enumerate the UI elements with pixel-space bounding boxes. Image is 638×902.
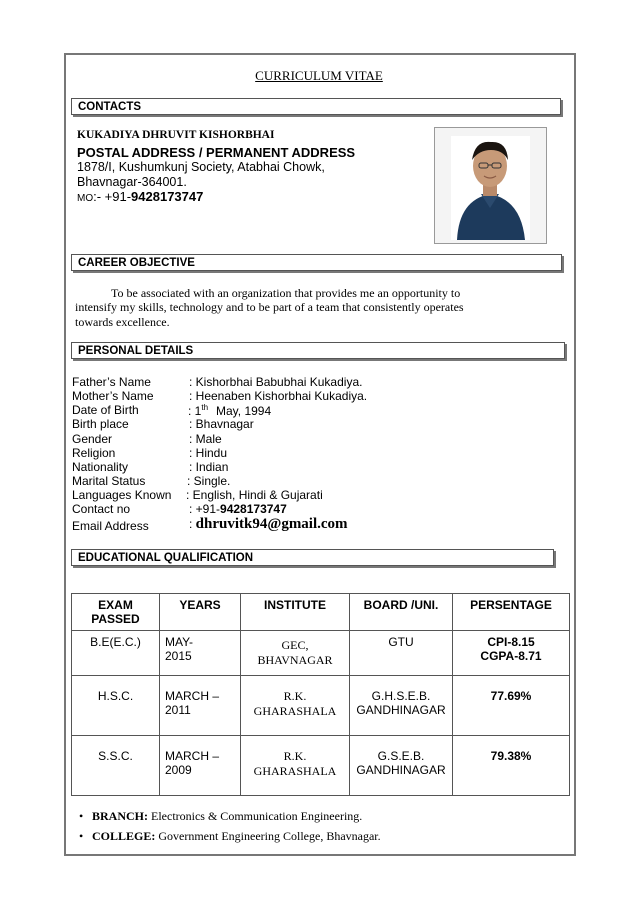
pd-value-father: : Kishorbhai Babubhai Kukadiya. xyxy=(189,375,363,389)
institute-line-1: R.K. xyxy=(283,749,307,763)
pd-label-dob: Date of Birth xyxy=(72,403,139,417)
section-education: EDUCATIONAL QUALIFICATION xyxy=(71,549,554,566)
pd-label-languages: Languages Known xyxy=(72,488,172,502)
education-table xyxy=(71,593,570,796)
section-contacts: CONTACTS xyxy=(71,98,561,115)
mobile-number: 9428173747 xyxy=(131,189,204,204)
bullet-dot-icon: • xyxy=(79,829,84,843)
address-heading: POSTAL ADDRESS / PERMANENT ADDRESS xyxy=(77,145,356,160)
institute-line-2: GHARASHALA xyxy=(253,704,337,718)
cell-years xyxy=(160,676,241,736)
pd-value-mother: : Heenaben Kishorbhai Kukadiya. xyxy=(189,389,368,403)
board-line-1: G.H.S.E.B. xyxy=(371,689,431,703)
cell-institute xyxy=(241,631,350,676)
percentage-line-1: 79.38% xyxy=(490,749,532,763)
years-line-2: 2015 xyxy=(165,649,192,663)
institute-line-2: GHARASHALA xyxy=(253,764,337,778)
cell-years xyxy=(160,631,241,676)
pd-label-nationality: Nationality xyxy=(72,460,129,474)
pd-value-nationality: : Indian xyxy=(189,460,229,474)
bullet-label: COLLEGE: xyxy=(92,829,156,843)
table-header-row xyxy=(72,594,570,631)
institute-line-2: BHAVNAGAR xyxy=(257,653,333,667)
table-row xyxy=(72,736,570,796)
board-line-2: GANDHINAGAR xyxy=(356,703,446,717)
pd-label-mother: Mother’s Name xyxy=(72,389,154,403)
document-title: CURRICULUM VITAE xyxy=(255,68,383,83)
mobile-line xyxy=(77,189,203,204)
cell-institute xyxy=(241,676,350,736)
percentage-line-1: 77.69% xyxy=(490,689,532,703)
cell-percentage xyxy=(453,736,570,796)
section-personal-details: PERSONAL DETAILS xyxy=(71,342,565,359)
pd-label-birthplace: Birth place xyxy=(72,417,129,431)
percentage-line-1: CPI-8.15 xyxy=(487,635,535,649)
bullet-text: Government Engineering College, Bhavnagar. xyxy=(155,829,381,843)
years-line-2: 2009 xyxy=(165,763,192,777)
pd-label-father: Father’s Name xyxy=(72,375,151,389)
th-board: BOARD /UNI. xyxy=(350,594,453,631)
cell-percentage xyxy=(453,631,570,676)
pd-label-contact: Contact no xyxy=(72,502,131,516)
section-career-objective: CAREER OBJECTIVE xyxy=(71,254,562,271)
email-prefix: : xyxy=(189,517,196,531)
cell-exam: S.S.C. xyxy=(72,736,160,796)
dob-month-year: May, 1994 xyxy=(216,404,272,418)
pd-value-dob xyxy=(188,403,271,418)
cell-exam: B.E(E.C.) xyxy=(72,631,160,676)
mobile-sep: :- +91- xyxy=(93,189,132,204)
career-line-2: intensify my skills, technology and to be part of a team that consistently operates xyxy=(75,300,464,314)
cell-board xyxy=(350,676,453,736)
pd-label-religion: Religion xyxy=(72,446,116,460)
dob-day: : 1 xyxy=(188,404,202,418)
years-line-2: 2011 xyxy=(165,703,191,717)
years-line-1: MARCH – xyxy=(165,689,220,703)
th-percentage: PERSENTAGE xyxy=(453,594,570,631)
board-line-2: GANDHINAGAR xyxy=(356,763,446,777)
table-row xyxy=(72,631,570,676)
th-years: YEARS xyxy=(160,594,241,631)
pd-value-religion: : Hindu xyxy=(189,446,228,460)
pd-label-marital: Marital Status xyxy=(72,474,146,488)
bullet-dot-icon: • xyxy=(79,809,84,823)
career-line-3: towards excellence. xyxy=(75,315,170,329)
pd-value-languages: : English, Hindi & Gujarati xyxy=(186,488,323,502)
cell-board xyxy=(350,736,453,796)
pd-value-gender: : Male xyxy=(189,432,222,446)
percentage-line-2: CGPA-8.71 xyxy=(480,649,542,663)
th-exam: EXAM PASSED xyxy=(72,594,160,631)
pd-value-contact xyxy=(189,502,287,516)
pd-value-birthplace: : Bhavnagar xyxy=(189,417,254,431)
mobile-label: MO xyxy=(77,193,94,204)
dob-suffix: th xyxy=(201,403,209,412)
board-line-1: GTU xyxy=(388,635,414,649)
years-line-1: MAY- xyxy=(165,635,194,649)
bullet-list xyxy=(79,806,381,846)
th-institute: INSTITUTE xyxy=(241,594,350,631)
email-address: dhruvitk94@gmail.com xyxy=(195,516,348,532)
cell-board xyxy=(350,631,453,676)
bullet-text: Electronics & Communication Engineering. xyxy=(148,809,363,823)
years-line-1: MARCH – xyxy=(165,749,220,763)
institute-line-1: R.K. xyxy=(283,689,307,703)
profile-photo-image xyxy=(435,128,546,243)
institute-line-1: GEC, xyxy=(281,638,309,652)
table-row xyxy=(72,676,570,736)
list-item xyxy=(79,826,381,846)
career-line-1: To be associated with an organization that provides me an opportunity to xyxy=(111,286,461,300)
bullet-label: BRANCH: xyxy=(92,809,148,823)
contact-number: 9428173747 xyxy=(220,502,287,516)
list-item xyxy=(79,806,381,826)
pd-value-marital: : Single. xyxy=(187,474,231,488)
cell-years xyxy=(160,736,241,796)
pd-label-gender: Gender xyxy=(72,432,113,446)
candidate-name: KUKADIYA DHRUVIT KISHORBHAI xyxy=(77,129,275,141)
pd-label-email: Email Address xyxy=(72,519,149,533)
pd-value-email xyxy=(189,516,348,533)
cell-exam: H.S.C. xyxy=(72,676,160,736)
contact-prefix: : +91- xyxy=(189,502,221,516)
cell-institute xyxy=(241,736,350,796)
address-line-1: 1878/I, Kushumkunj Society, Atabhai Chowk, xyxy=(77,160,325,174)
address-line-2: Bhavnagar-364001. xyxy=(77,175,187,189)
board-line-1: G.S.E.B. xyxy=(377,749,425,763)
profile-photo xyxy=(434,127,547,244)
cell-percentage xyxy=(453,676,570,736)
